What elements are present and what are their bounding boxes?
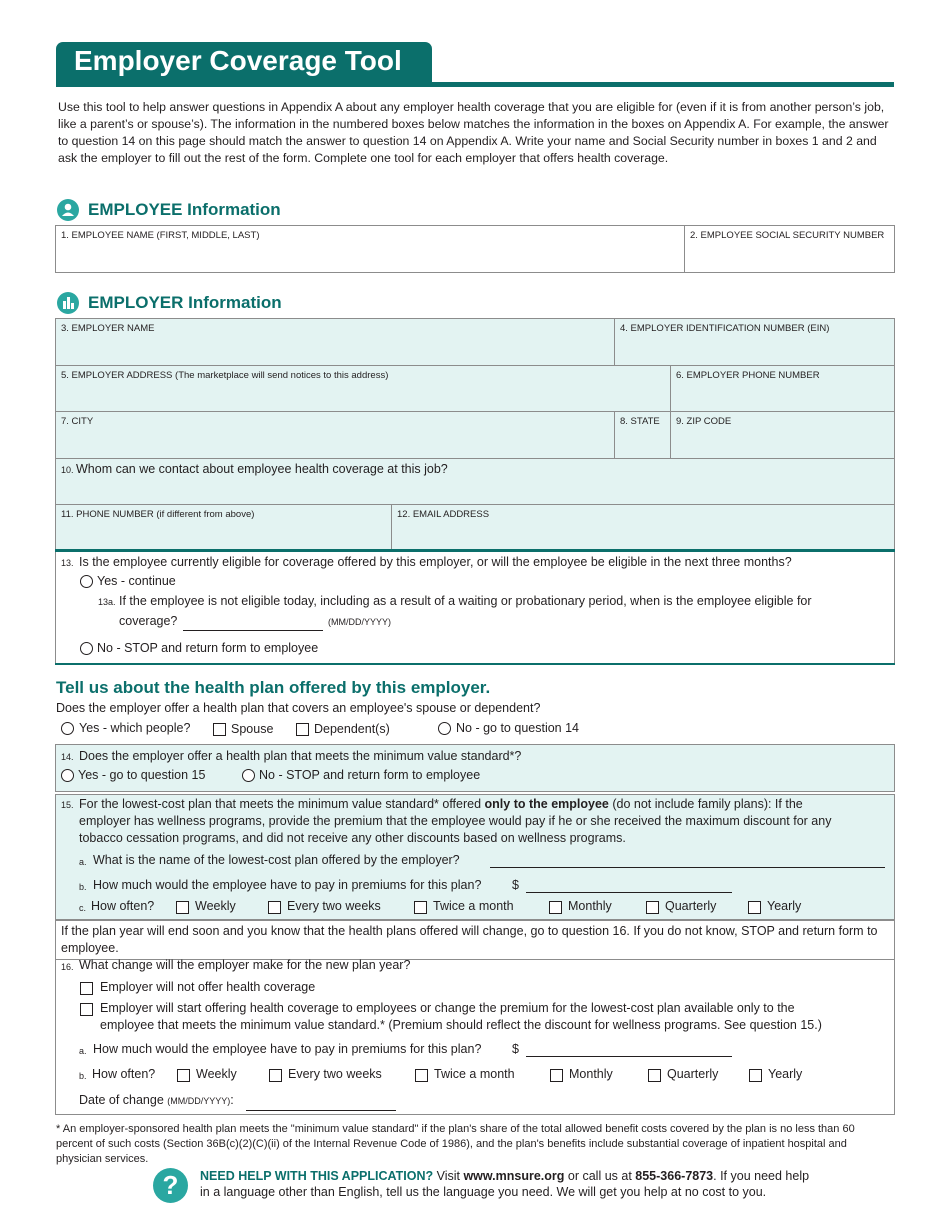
- employee-section-title: EMPLOYEE Information: [88, 200, 281, 219]
- plan-question: Does the employer offer a health plan that covers an employee's spouse or dependent?: [56, 701, 541, 715]
- q16-no-coverage-label: Employer will not offer health coverage: [100, 980, 316, 994]
- date-format-hint: (MM/DD/YYYY): [167, 1096, 231, 1106]
- q14-yes-label: Yes - go to question 15: [78, 768, 206, 782]
- help-visit: Visit: [433, 1169, 464, 1183]
- title-rule: [56, 82, 894, 87]
- help-text-line1: [200, 1169, 809, 1183]
- plan-no-radio[interactable]: [438, 722, 451, 735]
- help-call: or call us at: [564, 1169, 636, 1183]
- q16-quarterly-checkbox[interactable]: [648, 1069, 661, 1082]
- q13a-text-2: coverage?: [119, 614, 178, 628]
- divider: [55, 458, 895, 459]
- employee-name-field[interactable]: 1. EMPLOYEE NAME (FIRST, MIDDLE, LAST): [61, 230, 260, 241]
- divider: [684, 225, 685, 273]
- q13-no-label: No - STOP and return form to employee: [97, 641, 319, 655]
- q16-change-premium-label-2: employee that meets the minimum value standard.* (Premium should reflect the discount for wellness programs. See question 15.): [100, 1018, 822, 1032]
- date-of-change-text: Date of change: [79, 1093, 164, 1107]
- q16-yearly-checkbox[interactable]: [749, 1069, 762, 1082]
- state-field[interactable]: 8. STATE: [620, 416, 660, 427]
- colon: :: [230, 1093, 234, 1107]
- notice-text: If the plan year will end soon and you know that the health plans offered will change, go to question 16. If you do not know, STOP and return form to employee.: [61, 924, 878, 955]
- help-url-link[interactable]: www.mnsure.org: [463, 1169, 565, 1183]
- q16-every-two-weeks-checkbox[interactable]: [269, 1069, 282, 1082]
- q15-yearly-checkbox[interactable]: [748, 901, 761, 914]
- plan-section-title: Tell us about the health plan offered by this employer.: [56, 678, 491, 697]
- employer-name-field[interactable]: 3. EMPLOYER NAME: [61, 323, 155, 334]
- q16-number: 16.: [61, 962, 74, 972]
- q14-yes-radio[interactable]: [61, 769, 74, 782]
- divider: [55, 411, 895, 412]
- date-format-hint: (MM/DD/YYYY): [328, 617, 391, 627]
- q15-yearly-label: Yearly: [767, 899, 802, 913]
- spouse-label: Spouse: [231, 722, 274, 736]
- q15b-question: How much would the employee have to pay in premiums for this plan?: [93, 878, 482, 892]
- page-title: Employer Coverage Tool: [74, 45, 402, 76]
- q15-weekly-checkbox[interactable]: [176, 901, 189, 914]
- q15-twice-a-month-label: Twice a month: [433, 899, 514, 913]
- q15-text-line2: employer has wellness programs, provide the premium that the employee would pay if he or she received the maximum discount for any: [79, 814, 832, 828]
- q14-number: 14.: [61, 752, 74, 762]
- q16a-label: a.: [79, 1046, 87, 1056]
- plan-yes-label: Yes - which people?: [79, 721, 191, 735]
- q16-change-premium-checkbox[interactable]: [80, 1003, 93, 1016]
- q13-no-radio[interactable]: [80, 642, 93, 655]
- q14-no-label: No - STOP and return form to employee: [259, 768, 481, 782]
- q16-question: What change will the employer make for the new plan year?: [79, 958, 411, 972]
- q16-monthly-checkbox[interactable]: [550, 1069, 563, 1082]
- plan-yes-radio[interactable]: [61, 722, 74, 735]
- dependents-label: Dependent(s): [314, 722, 390, 736]
- q15-text-b: (do not include family plans): If the: [608, 797, 803, 811]
- q13-number: 13.: [61, 558, 74, 568]
- dependents-checkbox[interactable]: [296, 723, 309, 736]
- q13a-number: 13a.: [98, 597, 116, 607]
- intro-text: Use this tool to help answer questions in Appendix A about any employer health coverage that you are eligible for (even if it is from another person’s job, like a parent’s or spouse’s). The information in the numbered boxes below matches the information in the boxes on Appendix A. For example, the answer to question 14 on this page should match the answer to question 14 on Appendix A. Write your name and Social Security number in boxes 1 and 2 and ask the employer to fill out the rest of the form. Complete one tool for each employer that offers health coverage.: [58, 100, 889, 165]
- q10-number: 10.: [61, 465, 74, 475]
- person-icon: [57, 199, 79, 221]
- dollar-sign: $: [512, 1042, 519, 1056]
- date-of-change-label: [79, 1093, 234, 1107]
- q15-quarterly-checkbox[interactable]: [646, 901, 659, 914]
- q15a-question: What is the name of the lowest-cost plan offered by the employer?: [93, 853, 460, 867]
- q16a-premium-input[interactable]: [526, 1056, 732, 1057]
- divider: [670, 365, 671, 458]
- q15-text-line3: tobacco cessation programs, and did not receive any other discounts based on wellness programs.: [79, 831, 626, 845]
- divider: [614, 318, 615, 365]
- q16b-label: b.: [79, 1071, 87, 1081]
- q15a-label: a.: [79, 857, 87, 867]
- q15-every-two-weeks-label: Every two weeks: [287, 899, 381, 913]
- footnote: * An employer-sponsored health plan meets the "minimum value standard" if the plan's share of the total allowed benefit costs covered by the plan is no less than 60 percent of such costs (Section 36B(c)(2)(C)(ii) of the Internal Revenue Code of 1986), and the plan's benefits include substantial coverage of inpatient hospital and physician services.: [56, 1123, 855, 1165]
- employee-ssn-field[interactable]: 2. EMPLOYEE SOCIAL SECURITY NUMBER: [690, 230, 885, 241]
- q14-no-radio[interactable]: [242, 769, 255, 782]
- employer-address-field[interactable]: 5. EMPLOYER ADDRESS (The marketplace will send notices to this address): [61, 370, 389, 381]
- q16-yearly-label: Yearly: [768, 1067, 803, 1081]
- q15-number: 15.: [61, 800, 74, 810]
- q15-text-a: For the lowest-cost plan that meets the minimum value standard* offered: [79, 797, 485, 811]
- q13-yes-label: Yes - continue: [97, 574, 176, 588]
- q15-quarterly-label: Quarterly: [665, 899, 717, 913]
- plan-no-label: No - go to question 14: [456, 721, 579, 735]
- divider: [614, 411, 615, 458]
- employer-phone-field[interactable]: 6. EMPLOYER PHONE NUMBER: [676, 370, 820, 381]
- q16-every-two-weeks-label: Every two weeks: [288, 1067, 382, 1081]
- q15-monthly-label: Monthly: [568, 899, 612, 913]
- q15a-plan-name-input[interactable]: [490, 867, 885, 868]
- contact-email-field[interactable]: 12. EMAIL ADDRESS: [397, 509, 490, 520]
- date-of-change-input[interactable]: [246, 1110, 396, 1111]
- q16-quarterly-label: Quarterly: [667, 1067, 719, 1081]
- employer-ein-field[interactable]: 4. EMPLOYER IDENTIFICATION NUMBER (EIN): [620, 323, 830, 334]
- q15b-label: b.: [79, 882, 87, 892]
- q16a-question: How much would the employee have to pay in premiums for this plan?: [93, 1042, 482, 1056]
- divider: [391, 504, 392, 551]
- q16-twice-a-month-label: Twice a month: [434, 1067, 515, 1081]
- zip-field[interactable]: 9. ZIP CODE: [676, 416, 732, 427]
- city-field[interactable]: 7. CITY: [61, 416, 94, 427]
- q13-question: Is the employee currently eligible for coverage offered by this employer, or will the employee be eligible in the next three months?: [79, 555, 792, 569]
- divider: [55, 504, 895, 505]
- contact-phone-field[interactable]: 11. PHONE NUMBER (if different from above): [61, 509, 255, 520]
- q16-no-coverage-checkbox[interactable]: [80, 982, 93, 995]
- q14-question: Does the employer offer a health plan that meets the minimum value standard*?: [79, 749, 522, 763]
- help-text-line2: in a language other than English, tell us the language you need. We will get you help at no cost to you.: [200, 1185, 767, 1199]
- building-icon: [57, 292, 79, 314]
- section-rule: [55, 663, 895, 665]
- help-phone: 855-366-7873: [635, 1169, 714, 1183]
- q13a-text: If the employee is not eligible today, including as a result of a waiting or probationary period, when is the employee eligible for: [119, 594, 812, 608]
- q16-change-premium-label: Employer will start offering health coverage to employees or change the premium for the lowest-cost plan available only to the: [100, 1001, 795, 1015]
- q13-yes-radio[interactable]: [80, 575, 93, 588]
- q16-monthly-label: Monthly: [569, 1067, 613, 1081]
- q15b-premium-input[interactable]: [526, 892, 732, 893]
- q15-every-two-weeks-checkbox[interactable]: [268, 901, 281, 914]
- q15-text-bold: only to the employee: [484, 797, 609, 811]
- contact-person-field[interactable]: Whom can we contact about employee health coverage at this job?: [76, 462, 448, 476]
- q15-twice-a-month-checkbox[interactable]: [414, 901, 427, 914]
- q13a-date-input[interactable]: [183, 630, 323, 631]
- q15c-question: How often?: [91, 899, 155, 913]
- divider: [55, 365, 895, 366]
- help-icon: ?: [153, 1168, 188, 1203]
- spouse-checkbox[interactable]: [213, 723, 226, 736]
- q16-weekly-label: Weekly: [196, 1067, 237, 1081]
- employer-section-title: EMPLOYER Information: [88, 293, 282, 312]
- q15-text-line1: [79, 797, 803, 811]
- q15-weekly-label: Weekly: [195, 899, 236, 913]
- help-rest: . If you need help: [713, 1169, 810, 1183]
- q15-monthly-checkbox[interactable]: [549, 901, 562, 914]
- help-heading: NEED HELP WITH THIS APPLICATION?: [200, 1169, 434, 1183]
- q15c-label: c.: [79, 903, 87, 913]
- q16-twice-a-month-checkbox[interactable]: [415, 1069, 428, 1082]
- q16-weekly-checkbox[interactable]: [177, 1069, 190, 1082]
- dollar-sign: $: [512, 878, 519, 892]
- q16b-question: How often?: [92, 1067, 156, 1081]
